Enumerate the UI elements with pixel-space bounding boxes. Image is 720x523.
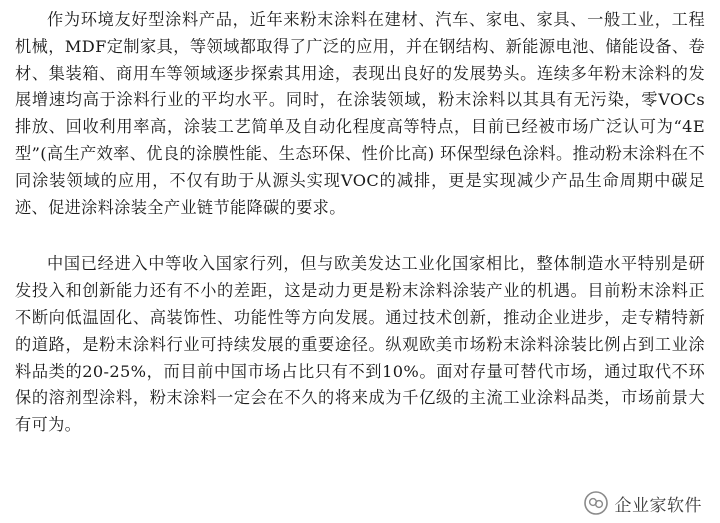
article-body <box>15 0 705 439</box>
source-watermark <box>581 489 707 517</box>
watermark-label: 企业家软件 <box>614 495 702 516</box>
paragraph-2: 中国已经进入中等收入国家行列，但与欧美发达工业化国家相比，整体制造水平特别是研发投入和创新能力还有不小的差距，这是动力更是粉末涂料涂装产业的机遇。目前粉末涂料正不断向低温固化、高装饰性、功能性等方向发展。通过技术创新，推动企业进步，走专精特新的道路，是粉末涂料行业可持续发展的重要途径。纵观欧美市场粉末涂料涂装比例占到工业涂料品类的20-25%，而目前中国市场占比只有不到10%。面对存量可替代市场，通过取代不环保的溶剂型涂料，粉末涂料一定会在不久的将来成为千亿级的主流工业涂料品类，市场前景大有可为。 <box>15 254 705 435</box>
paragraph-1: 作为环境友好型涂料产品，近年来粉末涂料在建材、汽车、家电、家具、一般工业，工程机械，MDF定制家具，等领域都取得了广泛的应用，并在钢结构、新能源电池、储能设备、卷材、集装箱、商用车等领域逐步探索其用途，表现出良好的发展势头。连续多年粉末涂料的发展增速均高于涂料行业的平均水平。同时，在涂装领域，粉末涂料以其具有无污染，零VOCs排放、回收利用率高，涂装工艺简单及自动化程度高等特点，目前已经被市场广泛认可为“4E型”(高生产效率、优良的涂膜性能、生态环保、性价比高) 环保型绿色涂料。推动粉末涂料在不同涂装领域的应用，不仅有助于从源头实现VOC的减排，更是实现减少产品生命周期中碳足迹、促进涂料涂装全产业链节能降碳的要求。 <box>15 10 705 217</box>
wechat-official-account-icon <box>583 490 609 516</box>
